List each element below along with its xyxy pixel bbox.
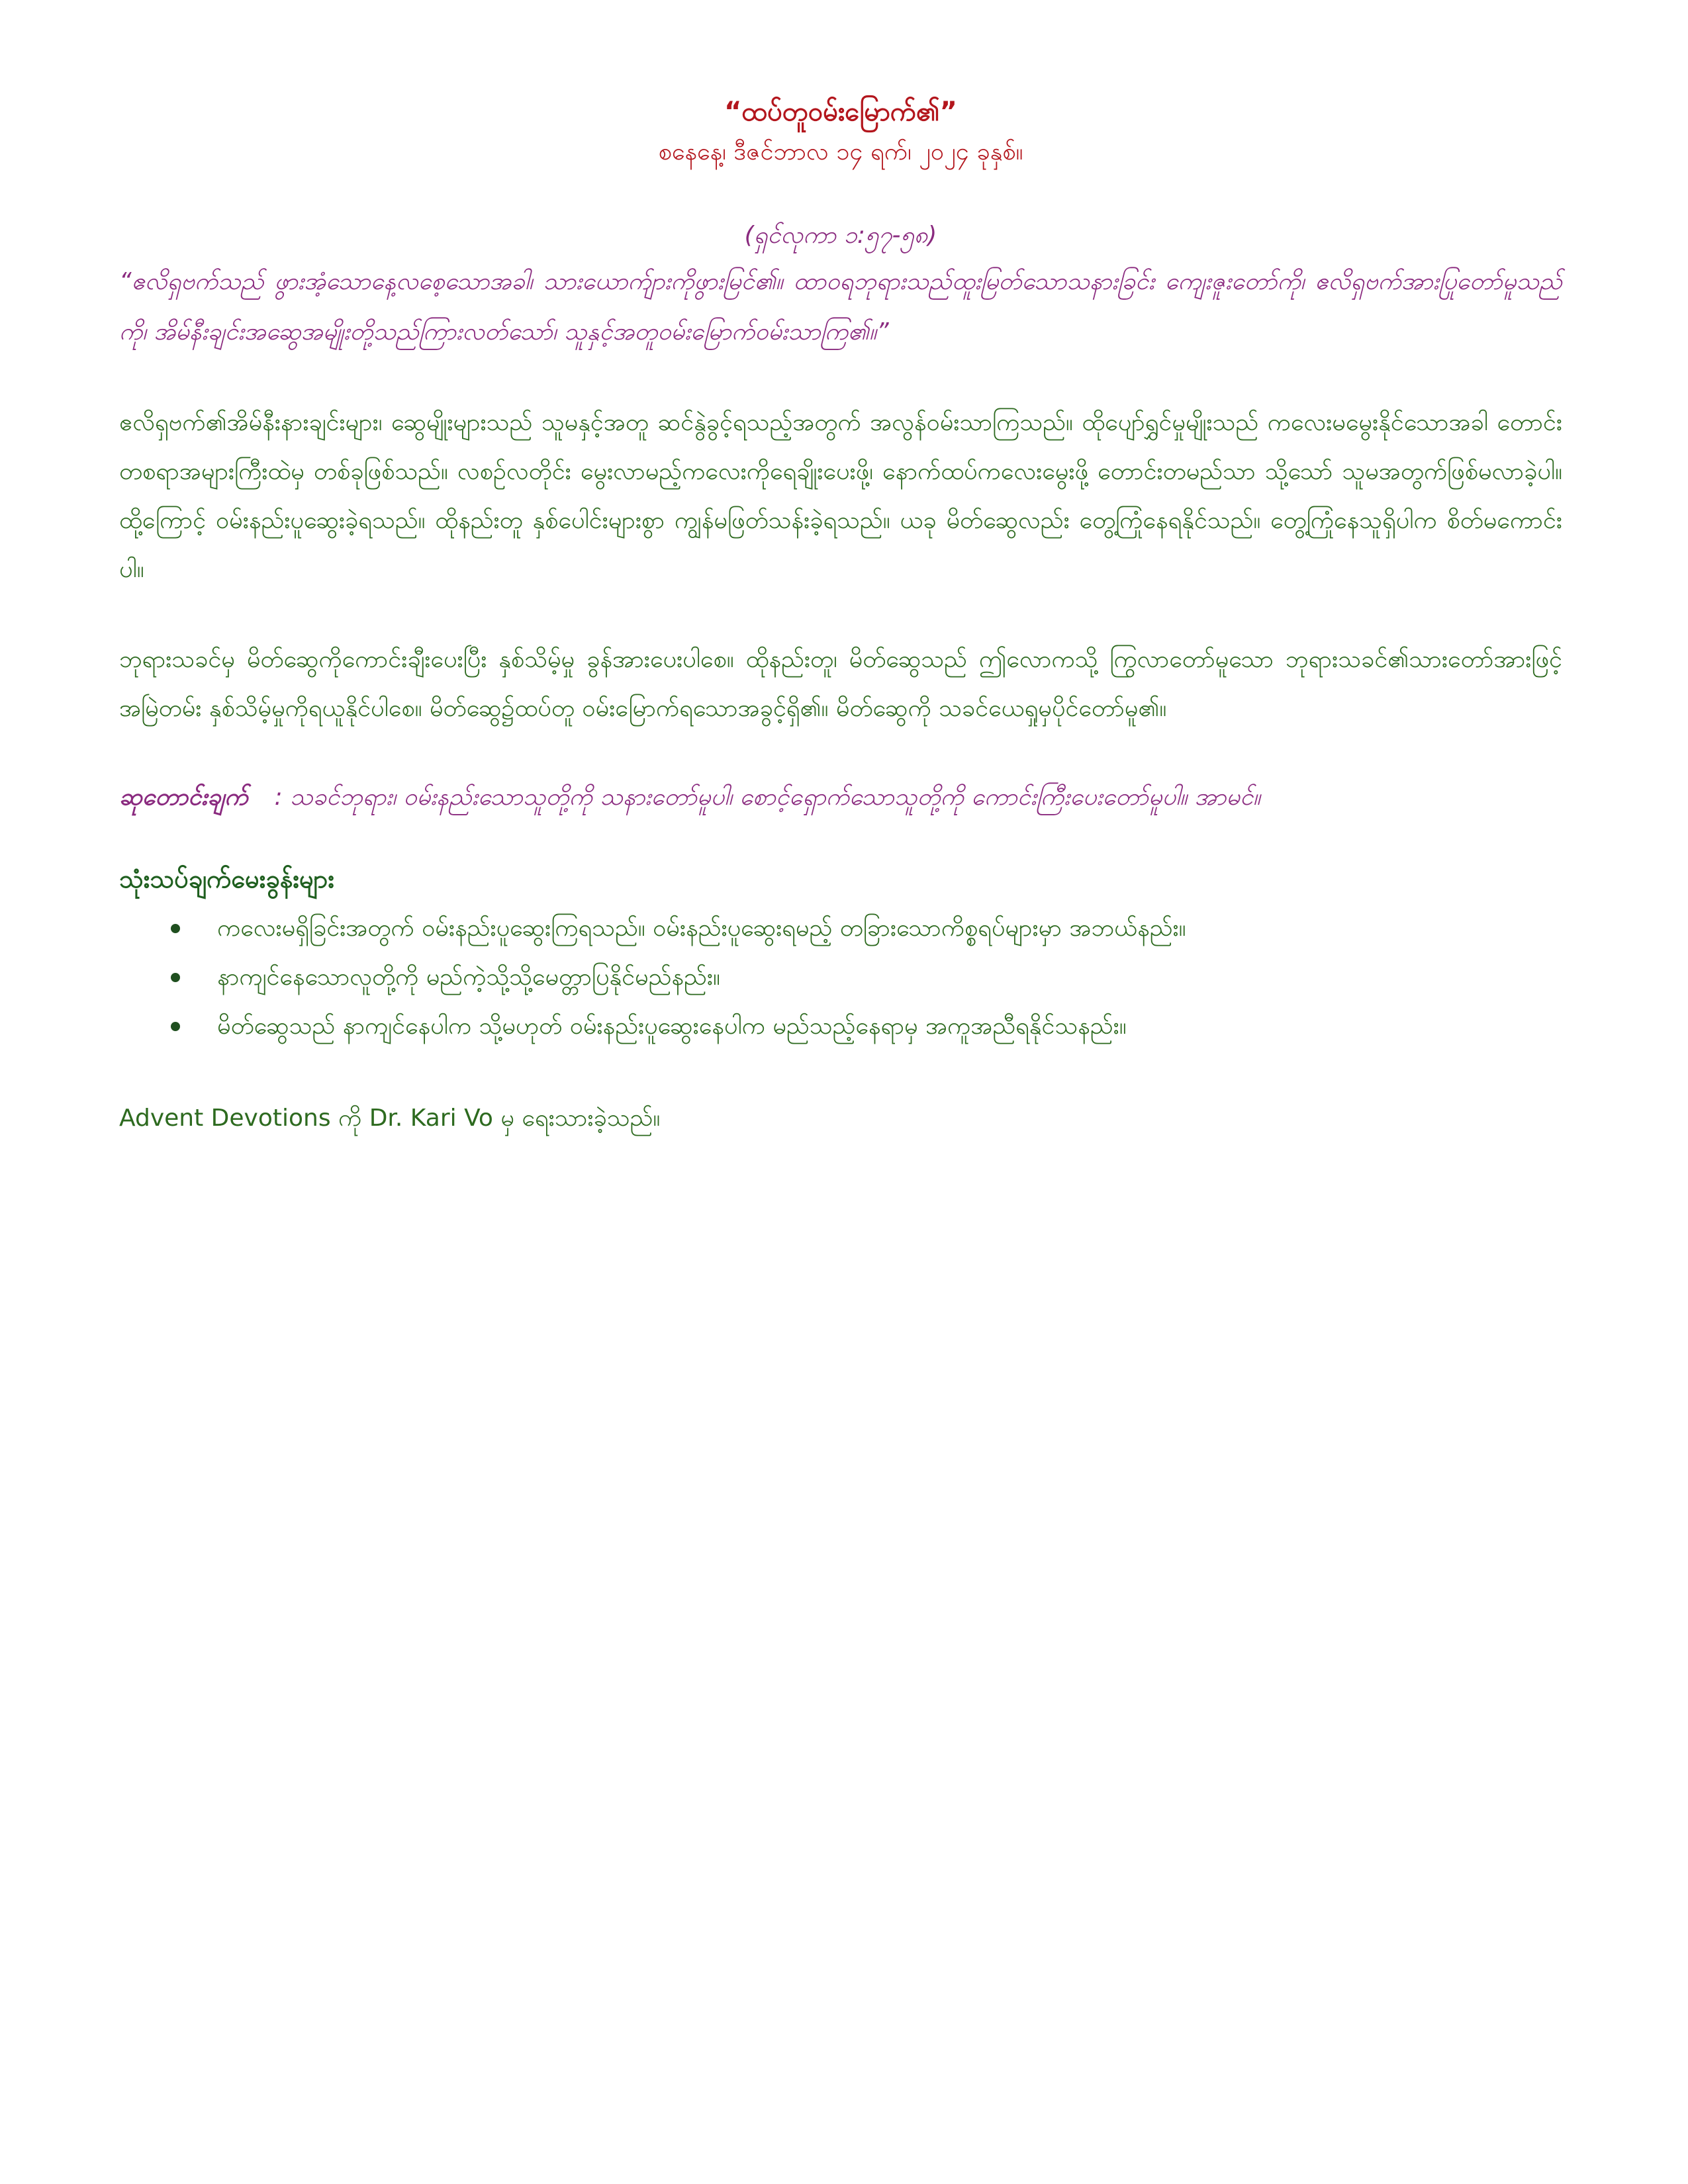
question-text: နာကျင်နေသောလူတို့ကို မည်ကဲ့သို့သို့မေတ္တာပြနိုင်မည်နည်း။ [217,964,720,991]
list-item [119,1002,1562,1051]
page-title: “ထပ်တူဝမ်းမြောက်၏” [724,97,957,127]
questions-list [119,904,1562,1051]
question-text: ကလေးမရှိခြင်းအတွက် ဝမ်းနည်းပူဆွေးကြရသည်။ ဝမ်းနည်းပူဆွေးရမည့် တခြားသောကိစ္စရပ်များမှာ အဘယ်နည်း။ [217,915,1186,942]
question-text: မိတ်ဆွေသည် နာကျင်နေပါက သို့မဟုတ် ဝမ်းနည်းပူဆွေးနေပါက မည်သည့်နေရာမှ အကူအညီရနိုင်သနည်း။ [217,1013,1127,1040]
list-item [119,904,1562,953]
prayer-text: : သခင်ဘုရား၊ ဝမ်းနည်းသောသူတို့ကို သနားတော်မူပါ၊ စောင့်ရှောက်သောသူတို့ကို ကောင်းကြီးပေးတော်မူပါ။ အာမင်။ [274,784,1260,811]
bullet-icon [171,924,180,933]
bullet-icon [171,1022,180,1031]
questions-heading: သုံးသပ်ချက်မေးခွန်းများ [119,864,335,893]
body-paragraph-1: ဧလိရှဗက်၏အိမ်နီးနားချင်းများ၊ ဆွေမျိုးများသည် သူမနှင့်အတူ ဆင်နွဲခွင့်ရသည့်အတွက် အလွန်ဝမ်းသာကြသည်။ ထိုပျော်ရွှင်မှုမျိုးသည် ကလေးမမွေးနိုင်သောအခါ တောင်းတစရာအများကြီးထဲမှ တစ်ခုဖြစ်သည်။ လစဉ်လတိုင်း မွေးလာမည့်ကလေးကိုရေချိုးပေးဖို့၊ နောက်ထပ်ကလေးမွေးဖို့ တောင်းတမည်သာ သို့သော် သူမအတွက်ဖြစ်မလာခဲ့ပါ။ ထို့ကြောင့် ဝမ်းနည်းပူဆွေးခဲ့ရသည်။ ထိုနည်းတူ နှစ်ပေါင်းများစွာ ကျွန်မဖြတ်သန်းခဲ့ရသည်။ ယခု မိတ်ဆွေလည်း တွေ့ကြုံနေရနိုင်သည်။ တွေ့ကြုံနေသူရှိပါက စိတ်မကောင်းပါ။ [119,409,1562,583]
devotion-page [119,93,1562,1138]
list-item [119,953,1562,1002]
scripture-reference: (ရှင်လုကာ ၁:၅၇-၅၈) [744,222,937,249]
prayer [119,774,1562,821]
body-paragraph-2: ဘုရားသခင်မှ မိတ်ဆွေကိုကောင်းချီးပေးပြီး နှစ်သိမ့်မှု ခွန်အားပေးပါစေ။ ထိုနည်းတူ၊ မိတ်ဆွေသည် ဤလောကသို့ ကြွလာတော်မူသော ဘုရားသခင်၏သားတော်အားဖြင့် အမြဲတမ်း နှစ်သိမ့်မှုကိုရယူနိုင်ပါစေ။ မိတ်ဆွေ၌ထပ်တူ ဝမ်းမြောက်ရသောအခွင့်ရှိ၏။ မိတ်ဆွေကို သခင်ယေရှုမှပိုင်တော်မူ၏။ [119,646,1562,722]
scripture-text: “ဧလိရှဗက်သည် ဖွားအံ့သောနေ့လစေ့သောအခါ၊ သားယောက်ျားကိုဖွားမြင်၏။ ထာဝရဘုရားသည်ထူးမြတ်သောသနားခြင်း ကျေးဇူးတော်ကို၊ ဧလိရှဗက်အားပြုတော်မူသည်ကို၊ အိမ်နီးချင်းအဆွေအမျိုးတို့သည်ကြားလတ်သော်၊ သူနှင့်အတူဝမ်းမြောက်ဝမ်းသာကြ၏။” [119,268,1562,345]
date-line: စနေနေ့၊ ဒီဇင်ဘာလ ၁၄ ရက်၊ ၂၀၂၄ ခုနှစ်။ [658,138,1023,165]
author-credit: Advent Devotions ကို Dr. Kari Vo မှ ရေးသားခဲ့သည်။ [119,1105,661,1132]
prayer-label: ဆုတောင်းချက် [119,784,248,811]
bullet-icon [171,973,180,982]
